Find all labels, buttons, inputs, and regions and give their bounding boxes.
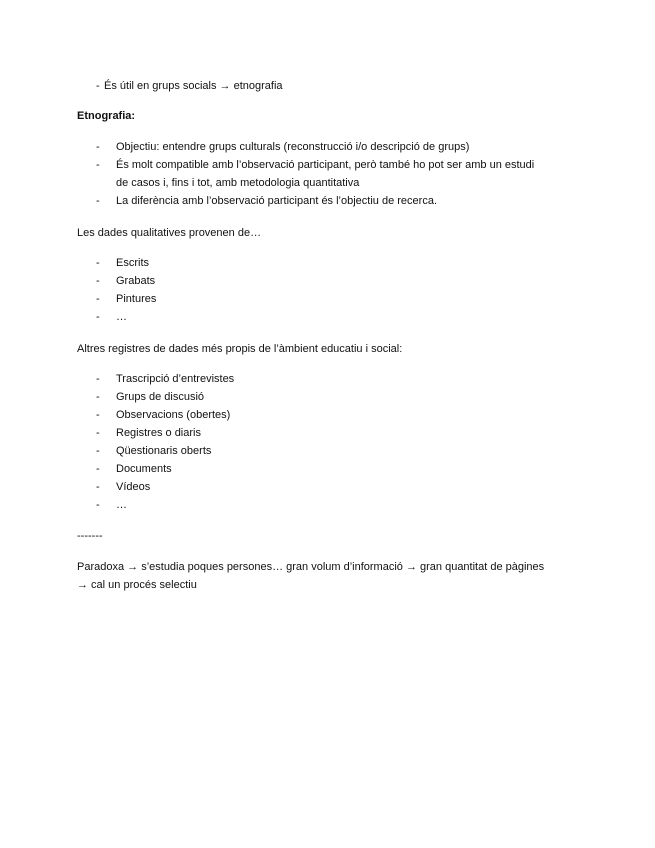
list-item: És útil en grups socials → etnografia: [104, 80, 283, 92]
section-heading-etnografia: Etnografia:: [77, 110, 136, 122]
list-item: Trascripció d’entrevistes: [116, 373, 235, 385]
list-item: Observacions (obertes): [116, 409, 231, 421]
bullet-dash: -: [96, 409, 100, 421]
list-item: Vídeos: [116, 481, 151, 493]
bullet-dash: -: [96, 257, 100, 269]
registres-intro: Altres registres de dades més propis de l’àmbient educatiu i social:: [77, 343, 403, 355]
dades-intro: Les dades qualitatives provenen de…: [77, 227, 262, 239]
list-item-continuation: de casos i, fins i tot, amb metodologia quantitativa: [116, 177, 360, 189]
bullet-dash: -: [96, 141, 100, 153]
bullet-dash: -: [96, 275, 100, 287]
list-item: …: [116, 311, 127, 323]
bullet-dash: -: [96, 499, 100, 511]
list-item: La diferència amb l’observació participant és l’objectiu de recerca.: [116, 195, 438, 207]
bullet-dash: -: [96, 80, 100, 92]
list-item: Qüestionaris oberts: [116, 445, 212, 457]
list-item: Pintures: [116, 293, 157, 305]
bullet-dash: -: [96, 373, 100, 385]
list-item: Grabats: [116, 275, 156, 287]
list-item: Registres o diaris: [116, 427, 201, 439]
bullet-dash: -: [96, 391, 100, 403]
paradoxa-line-1: Paradoxa → s’estudia poques persones… gran volum d’informació → gran quantitat de pàgines: [77, 561, 545, 573]
bullet-dash: -: [96, 293, 100, 305]
bullet-dash: -: [96, 311, 100, 323]
bullet-dash: -: [96, 195, 100, 207]
bullet-dash: -: [96, 445, 100, 457]
bullet-dash: -: [96, 427, 100, 439]
bullet-dash: -: [96, 159, 100, 171]
list-item: Grups de discusió: [116, 391, 205, 403]
bullet-dash: -: [96, 481, 100, 493]
list-item: És molt compatible amb l’observació participant, però també ho pot ser amb un estudi: [116, 159, 535, 171]
list-item: Escrits: [116, 257, 149, 269]
bullet-dash: -: [96, 463, 100, 475]
paradoxa-line-2: → cal un procés selectiu: [77, 579, 197, 591]
list-item: Objectiu: entendre grups culturals (reconstrucció i/o descripció de grups): [116, 141, 470, 153]
list-item: …: [116, 499, 127, 511]
list-item: Documents: [116, 463, 172, 475]
separator-line: -------: [77, 530, 103, 542]
